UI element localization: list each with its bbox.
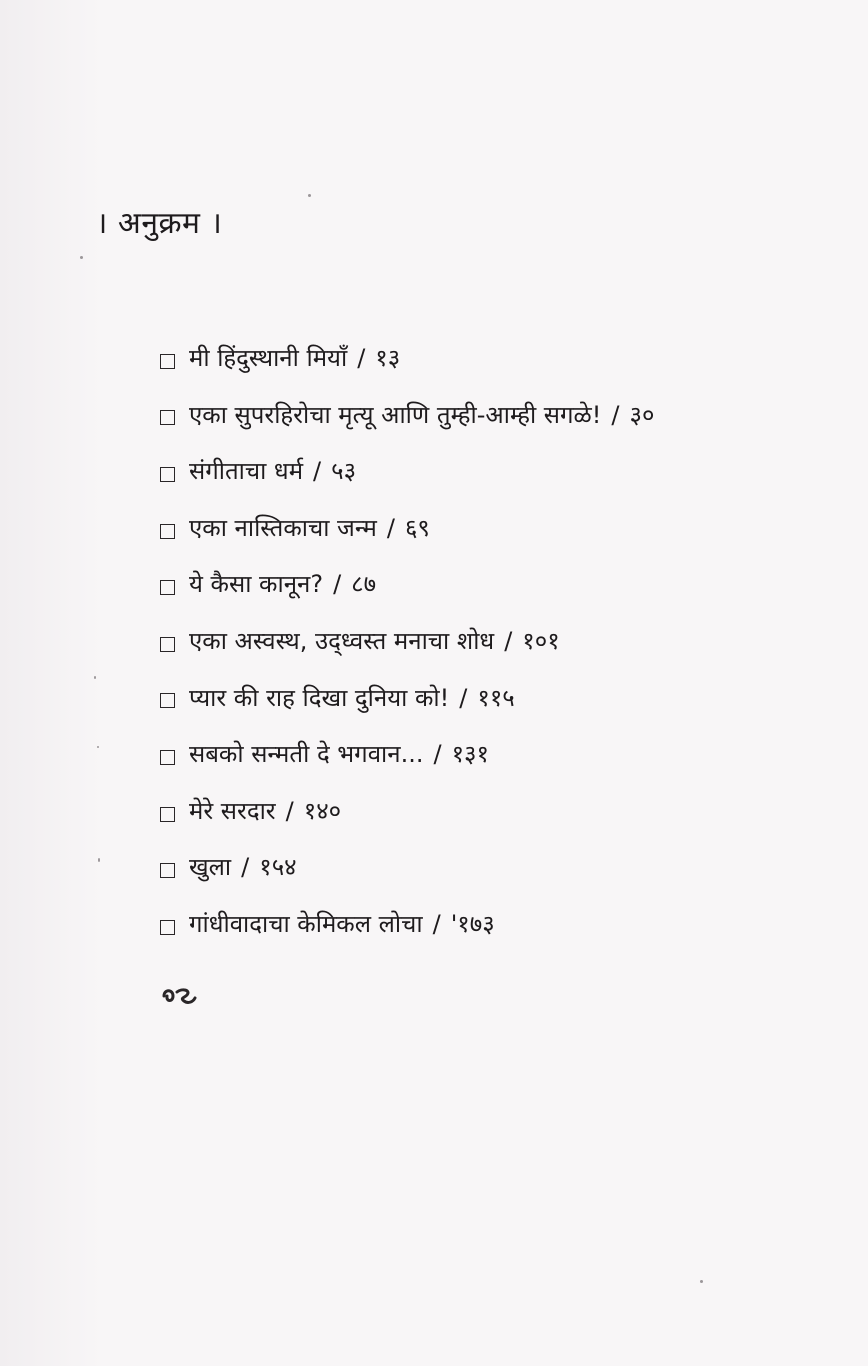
toc-entry	[160, 387, 840, 444]
toc-entry-title: ये कैसा कानून?	[189, 570, 324, 599]
square-bullet-icon	[160, 524, 175, 539]
square-bullet-icon	[160, 637, 175, 652]
toc-entry-page: १३१	[451, 740, 490, 769]
square-bullet-icon	[160, 354, 175, 369]
toc-separator: /	[386, 513, 395, 542]
paper-speck	[98, 858, 100, 862]
toc-separator: /	[611, 400, 620, 429]
table-of-contents	[160, 330, 840, 953]
paper-speck	[97, 746, 99, 748]
toc-separator: /	[313, 457, 322, 486]
page-title: । अनुक्रम ।	[96, 206, 223, 241]
toc-entry-title: मी हिंदुस्थानी मियाँ	[189, 344, 348, 373]
square-bullet-icon	[160, 807, 175, 822]
toc-separator: /	[285, 796, 294, 825]
toc-entry-page: १३	[375, 344, 401, 373]
toc-separator: /	[432, 910, 441, 939]
toc-entry-page: १०१	[522, 627, 560, 656]
ornament-icon	[160, 984, 200, 1008]
toc-separator: /	[459, 683, 468, 712]
toc-entry-title: मेरे सरदार	[189, 796, 276, 825]
toc-separator: /	[357, 344, 366, 373]
paper-speck	[80, 256, 83, 259]
toc-separator: /	[504, 627, 513, 656]
square-bullet-icon	[160, 920, 175, 935]
toc-entry-page: ८७	[351, 570, 377, 599]
toc-entry	[160, 330, 840, 387]
toc-entry	[160, 896, 840, 953]
toc-entry-title: गांधीवादाचा केमिकल लोचा	[189, 910, 423, 939]
toc-entry	[160, 556, 840, 613]
square-bullet-icon	[160, 750, 175, 765]
toc-separator: /	[433, 740, 442, 769]
paper-speck	[94, 676, 96, 679]
square-bullet-icon	[160, 693, 175, 708]
square-bullet-icon	[160, 467, 175, 482]
toc-entry	[160, 500, 840, 557]
toc-entry-page: ११५	[477, 683, 515, 712]
toc-entry	[160, 726, 840, 783]
square-bullet-icon	[160, 410, 175, 425]
toc-entry-title: प्यार की राह दिखा दुनिया को!	[189, 683, 450, 712]
toc-separator: /	[333, 570, 342, 599]
square-bullet-icon	[160, 863, 175, 878]
toc-entry-page: ३०	[629, 400, 655, 429]
toc-entry-title: खुला	[189, 853, 232, 882]
square-bullet-icon	[160, 580, 175, 595]
toc-entry-title: सबको सन्मती दे भगवान...	[189, 740, 424, 769]
toc-entry-title: एका नास्तिकाचा जन्म	[189, 513, 377, 542]
paper-speck	[308, 194, 311, 197]
toc-entry-title: एका अस्वस्थ, उद्‌ध्वस्त मनाचा शोध	[189, 627, 495, 656]
toc-entry-title: संगीताचा धर्म	[189, 457, 304, 486]
toc-entry	[160, 839, 840, 896]
toc-entry-page: ५३	[331, 457, 357, 486]
toc-separator: /	[241, 853, 250, 882]
toc-entry-page: १४०	[303, 796, 342, 825]
toc-entry	[160, 783, 840, 840]
toc-entry	[160, 613, 840, 670]
toc-entry	[160, 443, 840, 500]
paper-speck	[700, 1280, 703, 1283]
toc-entry-page: '१७३	[450, 910, 495, 939]
toc-entry-title: एका सुपरहिरोचा मृत्यू आणि तुम्ही-आम्ही सगळे!	[189, 400, 602, 429]
toc-entry-page: ६९	[404, 513, 430, 542]
toc-entry-page: १५४	[259, 853, 297, 882]
toc-entry	[160, 670, 840, 727]
